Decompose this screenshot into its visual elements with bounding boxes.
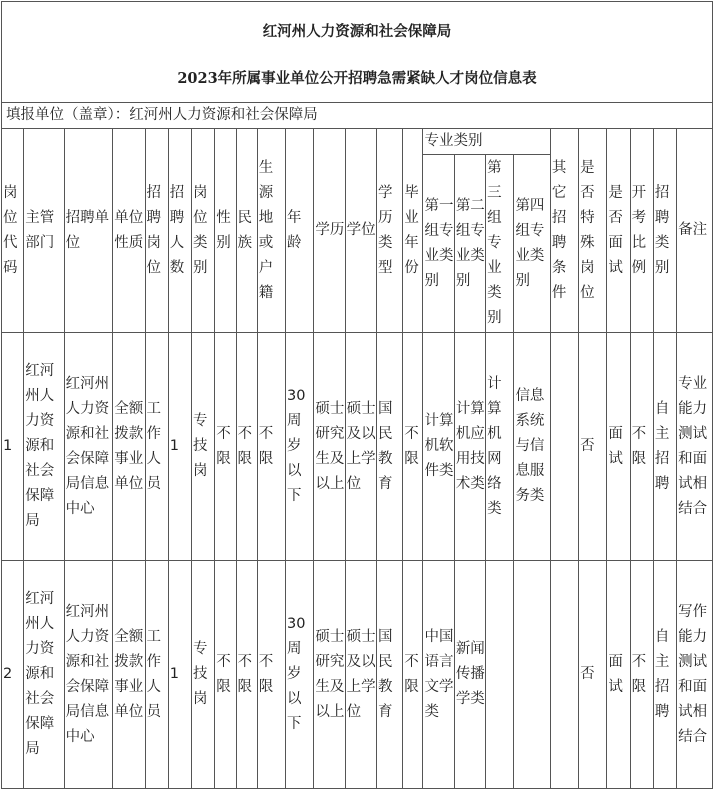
cell-group-2: 新闻传播学类 — [454, 561, 485, 789]
cell-age: 30周岁以下 — [286, 333, 314, 561]
header-group-2: 第二组专业类别 — [454, 155, 485, 333]
header-post-code: 岗位代码 — [2, 129, 24, 333]
cell-ratio: 不限 — [630, 561, 653, 789]
post-info-table — [1, 1, 713, 789]
cell-post-type: 专技岗 — [192, 561, 215, 789]
cell-group-2: 计算机应用技术类 — [454, 333, 485, 561]
title-line-1: 红河州人力资源和社会保障局 — [262, 23, 452, 40]
table-row — [2, 333, 713, 561]
header-group-1: 第一组专业类别 — [423, 155, 454, 333]
cell-ethnic: 不限 — [236, 561, 257, 789]
cell-special: 否 — [579, 333, 607, 561]
cell-group-4: 信息系统与信息服务类 — [514, 333, 550, 561]
header-other: 其它招聘条件 — [550, 129, 578, 333]
cell-nature: 全额拨款事业单位 — [113, 333, 145, 561]
header-group-3: 第三组专业类别 — [486, 155, 514, 333]
cell-unit: 红河州人力资源和社会保障局信息中心 — [64, 561, 113, 789]
cell-ratio: 不限 — [630, 333, 653, 561]
cell-group-4 — [514, 561, 550, 789]
header-special: 是否特殊岗位 — [579, 129, 607, 333]
cell-other — [550, 333, 578, 561]
cell-unit: 红河州人力资源和社会保障局信息中心 — [64, 333, 113, 561]
header-interview: 是否面试 — [607, 129, 630, 333]
cell-group-1: 中国语言文学类 — [423, 561, 454, 789]
cell-grad-year: 不限 — [403, 561, 423, 789]
cell-dept: 红河州人力资源和社会保障局 — [24, 333, 64, 561]
cell-recruit-type: 自主招聘 — [653, 333, 676, 561]
cell-nature: 全额拨款事业单位 — [113, 561, 145, 789]
header-ratio: 开考比例 — [630, 129, 653, 333]
cell-group-1: 计算机软件类 — [423, 333, 454, 561]
cell-edu-type: 国民教育 — [376, 333, 402, 561]
header-gender: 性别 — [215, 129, 236, 333]
cell-origin: 不限 — [257, 333, 285, 561]
cell-grad-year: 不限 — [403, 333, 423, 561]
header-dept: 主管部门 — [24, 129, 64, 333]
cell-group-3 — [486, 561, 514, 789]
cell-gender: 不限 — [215, 561, 236, 789]
cell-degree: 硕士及以上学位 — [345, 561, 376, 789]
header-count: 招聘人数 — [168, 129, 191, 333]
header-nature: 单位性质 — [113, 129, 145, 333]
cell-post-type: 专技岗 — [192, 333, 215, 561]
cell-degree: 硕士及以上学位 — [345, 333, 376, 561]
header-edu-type: 学历类型 — [376, 129, 402, 333]
cell-post: 工作人员 — [145, 561, 168, 789]
header-grad-year: 毕业年份 — [403, 129, 423, 333]
table-title — [2, 2, 713, 103]
cell-origin: 不限 — [257, 561, 285, 789]
header-edu: 学历 — [314, 129, 345, 333]
cell-remark: 写作能力测试和面试相结合 — [677, 561, 713, 789]
fill-unit: 填报单位（盖章）：红河州人力资源和社会保障局 — [2, 103, 713, 129]
cell-dept: 红河州人力资源和社会保障局 — [24, 561, 64, 789]
cell-ethnic: 不限 — [236, 333, 257, 561]
cell-edu-type: 国民教育 — [376, 561, 402, 789]
header-origin: 生源地或户籍 — [257, 129, 285, 333]
table-row — [2, 561, 713, 789]
header-post-type: 岗位类别 — [192, 129, 215, 333]
header-post: 招聘岗位 — [145, 129, 168, 333]
header-major-group: 专业类别 — [423, 129, 550, 155]
cell-other — [550, 561, 578, 789]
title-line-2: 2023年所属事业单位公开招聘急需紧缺人才岗位信息表 — [177, 70, 537, 87]
cell-count: 1 — [168, 333, 191, 561]
cell-post-code: 1 — [2, 333, 24, 561]
header-age: 年龄 — [286, 129, 314, 333]
header-degree: 学位 — [345, 129, 376, 333]
cell-special: 否 — [579, 561, 607, 789]
recruitment-info-sheet — [1, 1, 713, 791]
cell-edu: 硕士研究生及以上 — [314, 333, 345, 561]
cell-interview: 面试 — [607, 333, 630, 561]
cell-interview: 面试 — [607, 561, 630, 789]
cell-gender: 不限 — [215, 333, 236, 561]
cell-age: 30周岁以下 — [286, 561, 314, 789]
header-remark: 备注 — [677, 129, 713, 333]
cell-post-code: 2 — [2, 561, 24, 789]
cell-group-3: 计算机网络类 — [486, 333, 514, 561]
cell-remark: 专业能力测试和面试相结合 — [677, 333, 713, 561]
cell-edu: 硕士研究生及以上 — [314, 561, 345, 789]
header-unit: 招聘单位 — [64, 129, 113, 333]
header-group-4: 第四组专业类别 — [514, 155, 550, 333]
cell-post: 工作人员 — [145, 333, 168, 561]
header-ethnic: 民族 — [236, 129, 257, 333]
header-recruit-type: 招聘类别 — [653, 129, 676, 333]
cell-count: 1 — [168, 561, 191, 789]
cell-recruit-type: 自主招聘 — [653, 561, 676, 789]
